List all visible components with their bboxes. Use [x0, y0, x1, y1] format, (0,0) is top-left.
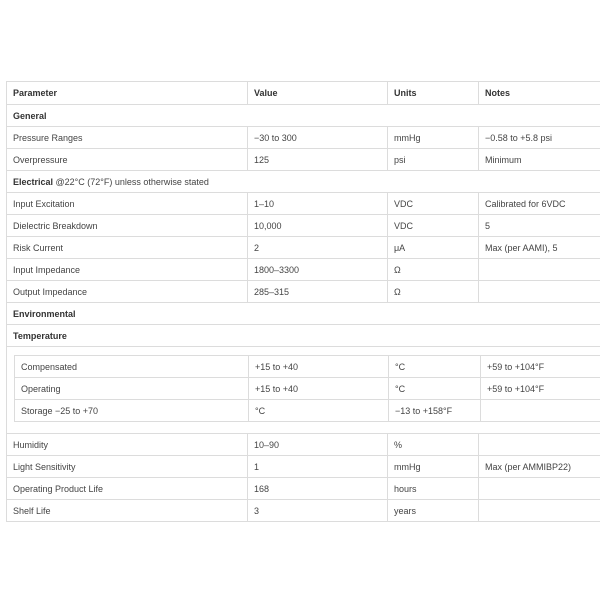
header-parameter: Parameter: [13, 88, 58, 98]
row-parameter: Storage −25 to +70: [21, 405, 99, 416]
row-notes: [478, 500, 600, 521]
row-units: mmHg: [387, 456, 478, 477]
row-parameter: Input Impedance: [13, 264, 81, 275]
row-parameter: Output Impedance: [13, 286, 88, 297]
row-units: μA: [387, 237, 478, 258]
temperature-subtable: [14, 355, 600, 422]
temperature-subtable-container: [7, 347, 600, 434]
table-row: [7, 149, 600, 171]
row-value: 10,000: [247, 215, 387, 236]
section-electrical-condition: @22°C (72°F) unless otherwise stated: [53, 176, 209, 187]
row-value: +15 to +40: [248, 356, 388, 377]
table-row: [7, 281, 600, 303]
table-row: [15, 378, 600, 400]
row-notes: −0.58 to +5.8 psi: [478, 127, 600, 148]
table-row: [7, 127, 600, 149]
row-parameter: Pressure Ranges: [13, 132, 83, 143]
row-units: mmHg: [387, 127, 478, 148]
row-units: Ω: [387, 281, 478, 302]
row-notes: Calibrated for 6VDC: [478, 193, 600, 214]
row-units: %: [387, 434, 478, 455]
table-row: [7, 237, 600, 259]
row-units: psi: [387, 149, 478, 170]
row-units: °C: [388, 356, 480, 377]
table-row: [7, 193, 600, 215]
row-parameter: Risk Current: [13, 242, 64, 253]
table-row: [7, 478, 600, 500]
section-general-label: General: [13, 110, 47, 121]
row-parameter: Operating Product Life: [13, 483, 104, 494]
row-units: VDC: [387, 193, 478, 214]
row-parameter: Shelf Life: [13, 505, 51, 516]
row-notes: Max (per AMMIBP22): [478, 456, 600, 477]
row-notes: [478, 281, 600, 302]
table-row: [7, 434, 600, 456]
header-notes: Notes: [478, 82, 600, 104]
row-parameter: Humidity: [13, 439, 49, 450]
table-row: [7, 259, 600, 281]
spec-table: [6, 81, 600, 522]
table-row: [7, 456, 600, 478]
row-parameter: Dielectric Breakdown: [13, 220, 98, 231]
table-row: [15, 400, 600, 422]
header-value: Value: [247, 82, 387, 104]
row-value: 3: [247, 500, 387, 521]
row-notes: +59 to +104°F: [480, 356, 600, 377]
row-parameter: Compensated: [21, 361, 78, 372]
row-parameter: Operating: [21, 383, 61, 394]
table-row: [15, 356, 600, 378]
section-electrical-label: [7, 171, 600, 192]
table-row: [7, 500, 600, 522]
row-units: Ω: [387, 259, 478, 280]
row-parameter: Light Sensitivity: [13, 461, 76, 472]
row-notes: Max (per AAMI), 5: [478, 237, 600, 258]
section-environmental-label: Environmental: [13, 308, 76, 319]
table-row: [7, 215, 600, 237]
row-value: 1–10: [247, 193, 387, 214]
row-notes: Minimum: [478, 149, 600, 170]
row-value: −30 to 300: [247, 127, 387, 148]
table-header-row: [7, 82, 600, 105]
row-value: 2: [247, 237, 387, 258]
row-notes: 5: [478, 215, 600, 236]
row-value: +15 to +40: [248, 378, 388, 399]
row-value: 168: [247, 478, 387, 499]
section-environmental-row: [7, 303, 600, 325]
row-value: 1800–3300: [247, 259, 387, 280]
row-notes: [478, 259, 600, 280]
row-notes: [480, 400, 600, 421]
section-temperature-row: [7, 325, 600, 347]
row-units: hours: [387, 478, 478, 499]
row-units: −13 to +158°F: [388, 400, 480, 421]
row-units: °C: [388, 378, 480, 399]
row-units: years: [387, 500, 478, 521]
row-units: VDC: [387, 215, 478, 236]
section-temperature-label: Temperature: [13, 330, 67, 341]
row-value: 285–315: [247, 281, 387, 302]
section-electrical-row: [7, 171, 600, 193]
row-parameter: Overpressure: [13, 154, 68, 165]
section-electrical-title: Electrical: [13, 176, 54, 187]
row-notes: +59 to +104°F: [480, 378, 600, 399]
row-value: 10–90: [247, 434, 387, 455]
row-parameter: Input Excitation: [13, 198, 75, 209]
header-units: Units: [387, 82, 478, 104]
row-value: 1: [247, 456, 387, 477]
row-notes: [478, 478, 600, 499]
row-value: 125: [247, 149, 387, 170]
row-notes: [478, 434, 600, 455]
row-value: °C: [248, 400, 388, 421]
section-general-row: [7, 105, 600, 127]
